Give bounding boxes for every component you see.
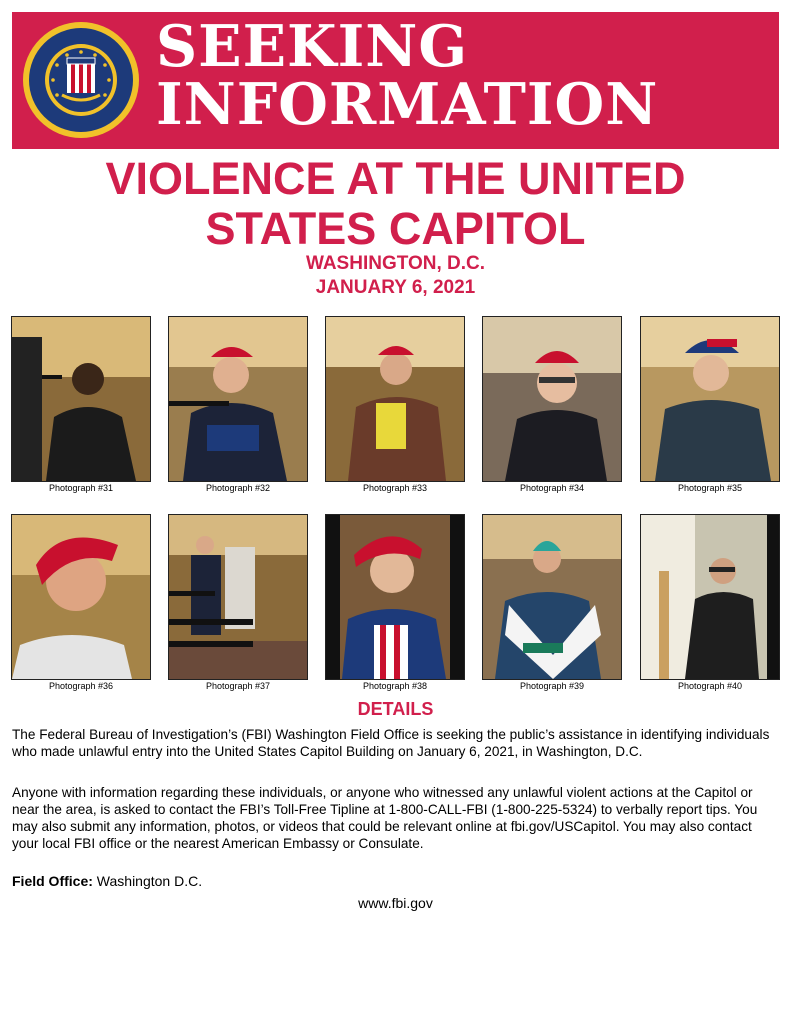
photograph-37 [168,514,308,680]
banner-title-line1: SEEKING [156,13,469,80]
field-office-value: Washington D.C. [96,873,203,889]
date: JANUARY 6, 2021 [315,277,476,298]
banner-title [156,13,659,138]
photo-caption-40: Photograph #40 [677,681,743,691]
headline-line1: VIOLENCE AT THE UNITED [105,153,686,204]
photo-caption-35: Photograph #35 [677,483,743,493]
headline-line2: STATES CAPITOL [205,203,586,254]
photograph-34 [482,316,622,482]
details-heading: DETAILS [357,699,434,719]
photograph-40 [640,514,780,680]
location: WASHINGTON, D.C. [305,253,486,274]
photo-caption-34: Photograph #34 [519,483,585,493]
field-office-label: Field Office: [12,873,93,889]
photograph-39 [482,514,622,680]
photo-caption-31: Photograph #31 [48,483,114,493]
photograph-36 [11,514,151,680]
field-office [12,873,202,889]
details-paragraph-2: Anyone with information regarding these individuals, or anyone who witnessed any unlawful violent actions at the Capitol or near the area, is asked to contact the FBI’s Toll-Free Tipline at 1-800-CALL-FBI (1-800-225-5324) to verbally report tips. You may also submit any information, photos, or videos that could be relevant online at fbi.gov/USCapitol. You may also contact your local FBI office or the nearest American Embassy or Consulate. [12,785,758,851]
photograph-38 [325,514,465,680]
fbi-seal-icon [22,21,140,139]
photograph-31 [11,316,151,482]
photograph-35 [640,316,780,482]
website-link[interactable]: www.fbi.gov [358,895,433,911]
banner-title-line2: INFORMATION [156,71,659,138]
photo-caption-36: Photograph #36 [48,681,114,691]
photo-caption-37: Photograph #37 [205,681,271,691]
photo-caption-38: Photograph #38 [362,681,428,691]
photograph-33 [325,316,465,482]
photograph-32 [168,316,308,482]
photo-caption-32: Photograph #32 [205,483,271,493]
photo-caption-33: Photograph #33 [362,483,428,493]
details-paragraph-1: The Federal Bureau of Investigation’s (FBI) Washington Field Office is seeking the public’s assistance in identifying individuals who made unlawful entry into the United States Capitol Building on January 6, 2021, in Washington, D.C. [12,727,770,759]
headline [0,154,791,254]
photo-caption-39: Photograph #39 [519,681,585,691]
